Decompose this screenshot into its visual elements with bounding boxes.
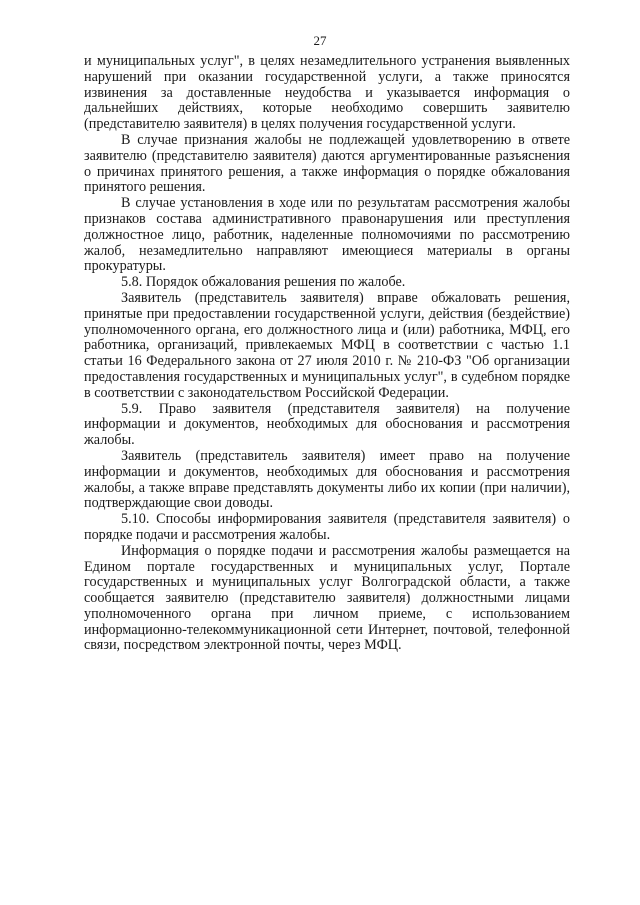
paragraph-continuation: и муниципальных услуг", в целях незамедлительного устранения выявленных нарушений при оказании государственной услуги, а также приносятся извинения за доставленные неудобства и указывается информация о дальнейших действиях, которые необходимо совершить заявителю (представителю заявителя) в целях получения государственной услуги. [84,53,570,133]
paragraph-appeal-procedure: Заявитель (представитель заявителя) вправе обжаловать решения, принятые при предоставлении государственной услуги, действия (бездействие) уполномоченного органа, его должностного лица и (или) работника, МФЦ, его работника, организаций, привлекаемых МФЦ в соответствии с частью 1.1 статьи 16 Федерального закона от 27 июля 2010 г. № 210-ФЗ "Об организации предоставления государственных и муниципальных услуг", в судебном порядке в соответствии с законодательством Российской Федерации. [84,289,570,401]
document-body [84,54,570,654]
page-number: 27 [313,33,327,48]
paragraph-information-methods: Информация о порядке подачи и рассмотрения жалобы размещается на Едином портале государственных и муниципальных услуг, Портале государственных и муниципальных услуг Волгоградской области, а также сообщается заявителю (представителю заявителя) должностными лицами уполномоченного органа при личном приеме, с использованием информационно-телекоммуникационной сети Интернет, почтовой, телефонной связи, посредством электронной почты, через МФЦ. [84,542,570,654]
section-heading-5-9: 5.9. Право заявителя (представителя заявителя) на получение информации и документов, необходимых для обоснования и рассмотрения жалобы. [84,400,570,449]
paragraph-complaint-rejected: В случае признания жалобы не подлежащей удовлетворению в ответе заявителю (представителю заявителя) даются аргументированные разъяснения о причинах принятого решения, а также информация о порядке обжалования принятого решения. [84,131,570,196]
section-heading-5-10: 5.10. Способы информирования заявителя (представителя заявителя) о порядке подачи и рассмотрения жалобы. [84,511,570,543]
paragraph-right-to-information: Заявитель (представитель заявителя) имеет право на получение информации и документов, необходимых для обоснования и рассмотрения жалобы, а также вправе представлять документы либо их копии (при наличии), подтверждающие свои доводы. [84,447,570,512]
section-heading-5-8: 5.8. Порядок обжалования решения по жалобе. [121,274,406,291]
paragraph-offense-detected: В случае установления в ходе или по результатам рассмотрения жалобы признаков состава административного правонарушения или преступления должностное лицо, работник, наделенные полномочиями по рассмотрению жалоб, незамедлительно направляют имеющиеся материалы в органы прокуратуры. [84,195,570,275]
